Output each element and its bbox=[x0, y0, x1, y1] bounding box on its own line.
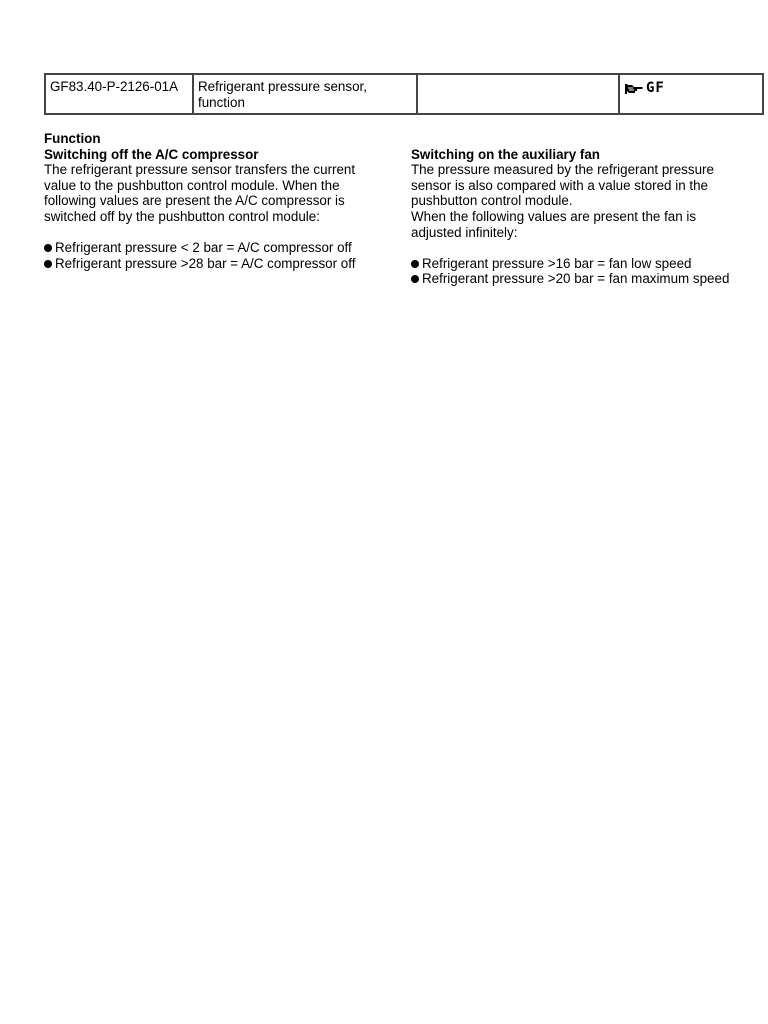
list-item bbox=[44, 256, 364, 272]
compressor-off-paragraph: The refrigerant pressure sensor transfers the current value to the pushbutton control module. When the following values are present the A/C compressor is switched off by the pushbutton control module: bbox=[44, 162, 356, 224]
pointing-hand-icon bbox=[624, 82, 644, 96]
document-id-cell bbox=[45, 74, 193, 114]
spacer bbox=[411, 240, 731, 256]
compressor-off-subheading: Switching off the A/C compressor bbox=[44, 146, 259, 162]
aux-fan-subheading: Switching on the auxiliary fan bbox=[411, 146, 600, 162]
aux-fan-paragraph-2: When the following values are present the fan is adjusted infinitely: bbox=[411, 208, 697, 240]
spacer bbox=[44, 225, 364, 241]
document-title: Refrigerant pressure sensor, function bbox=[198, 79, 367, 110]
bullet-icon bbox=[411, 275, 419, 283]
list-item-text: Refrigerant pressure >28 bar = A/C compressor off bbox=[55, 255, 356, 271]
reference-label: GF bbox=[646, 80, 665, 96]
right-column bbox=[411, 131, 731, 287]
reference-link[interactable] bbox=[624, 79, 758, 97]
empty-cell bbox=[417, 74, 619, 114]
reference-cell[interactable] bbox=[619, 74, 763, 114]
list-item bbox=[411, 271, 731, 287]
bullet-icon bbox=[411, 260, 419, 268]
document-header-table bbox=[44, 73, 764, 115]
header-row bbox=[45, 74, 763, 114]
bullet-icon bbox=[44, 244, 52, 252]
spacer bbox=[411, 131, 731, 147]
aux-fan-paragraph-1: The pressure measured by the refrigerant pressure sensor is also compared with a value stored in the pushbutton control module. bbox=[411, 162, 714, 209]
list-item-text: Refrigerant pressure >20 bar = fan maximum speed bbox=[422, 271, 730, 287]
document-id: GF83.40-P-2126-01A bbox=[50, 79, 179, 94]
list-item bbox=[44, 240, 364, 256]
list-item-text: Refrigerant pressure < 2 bar = A/C compressor off bbox=[55, 240, 352, 256]
bullet-icon bbox=[44, 260, 52, 268]
document-title-cell bbox=[193, 74, 417, 114]
left-column bbox=[44, 131, 364, 271]
list-item-text: Refrigerant pressure >16 bar = fan low speed bbox=[422, 255, 692, 271]
section-heading: Function bbox=[44, 131, 101, 146]
list-item bbox=[411, 256, 731, 272]
